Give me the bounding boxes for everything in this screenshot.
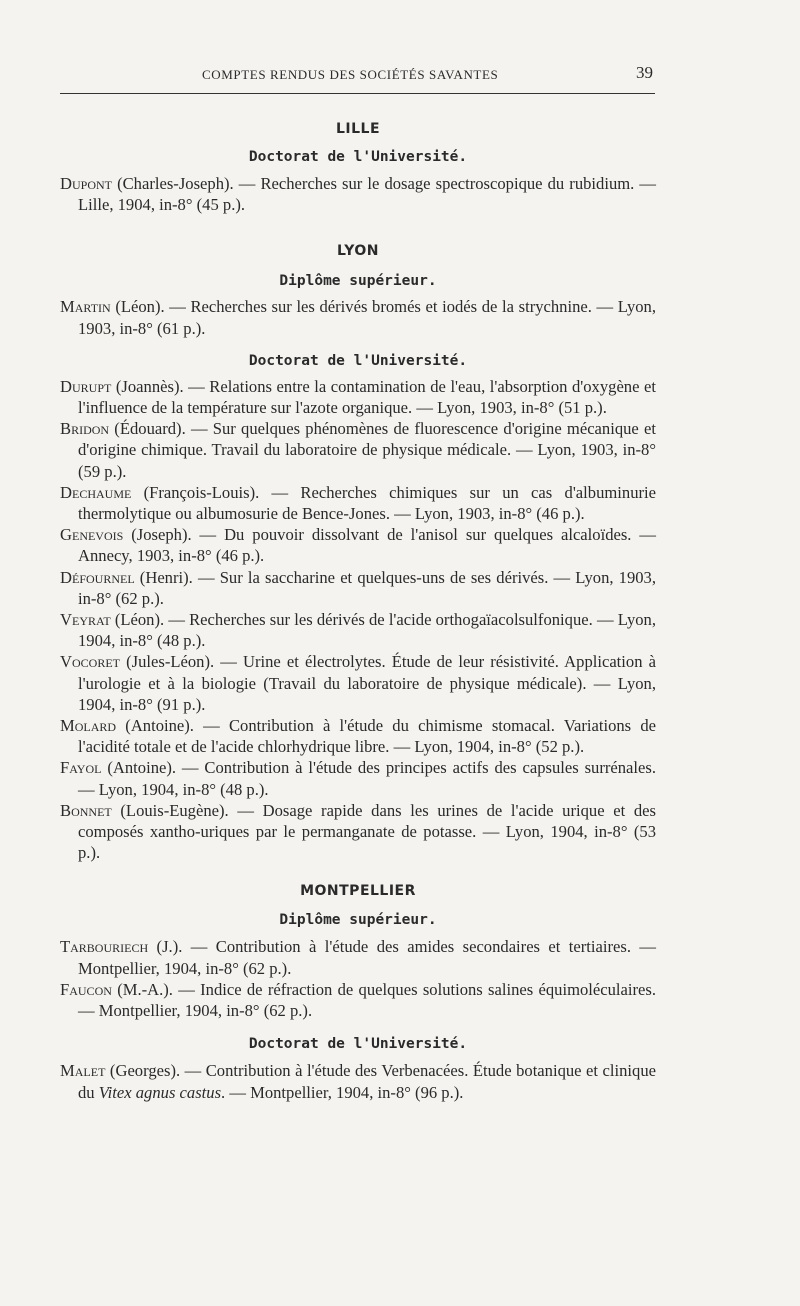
bibliography-entry — [60, 715, 656, 757]
entry-text: (Henri). — Sur la saccharine et quelques-uns de ses dérivés. — Lyon, 1903, in-8° (62 p.). — [78, 567, 656, 608]
bibliography-entry — [60, 524, 656, 566]
degree-heading: Doctorat de l'Université. — [248, 149, 468, 165]
entry-text: (Joseph). — Du pouvoir dissolvant de l'anisol sur quelques alcaloïdes. — Annecy, 1903, in-8° (46 p.). — [78, 525, 656, 566]
entry-text: (Antoine). — Contribution à l'étude des principes actifs des capsules surrénales. — Lyon, 1904, in-8° (48 p.). — [78, 758, 656, 799]
degree-heading: Diplôme supérieur. — [279, 273, 437, 290]
city-heading: MONTPELLIER — [300, 883, 416, 900]
bibliography-entry — [60, 173, 656, 215]
entry-author: Bridon — [60, 419, 110, 439]
entry-author: Défournel — [60, 567, 135, 587]
page-header — [60, 63, 655, 87]
entry-text: (Georges). — Contribution à l'étude des Verbenacées. Étude botanique et clinique du — [78, 1061, 656, 1102]
entry-text: (J.). — Contribution à l'étude des amides secondaires et tertiaires. — Montpellier, 1904, in-8° (62 p.). — [78, 937, 656, 978]
entry-text: (M.-A.). — Indice de réfraction de quelques solutions salines équimoléculaires. — Montpellier, 1904, in-8° (62 p.). — [78, 979, 656, 1021]
bibliography-entry — [60, 979, 656, 1021]
entry-text: (Léon). — Recherches sur les dérivés de l'acide orthogaïacolsulfonique. — Lyon, 1904, in-8° (48 p.). — [78, 610, 656, 651]
running-title: COMPTES RENDUS DES SOCIÉTÉS SAVANTES — [202, 67, 499, 82]
bibliography-entry — [60, 936, 656, 978]
entry-author: Faucon — [60, 979, 112, 999]
bibliography-entry — [60, 418, 656, 482]
bibliography-entry — [60, 376, 656, 418]
bibliography-entry — [60, 609, 656, 651]
entry-author: Dupont — [60, 174, 112, 193]
entry-text: . — Montpellier, 1904, in-8° (96 p.). — [221, 1082, 464, 1102]
bibliography-entry — [60, 296, 656, 338]
entry-author: Veyrat — [60, 610, 111, 630]
entry-author: Malet — [60, 1061, 106, 1081]
page-content — [60, 115, 656, 1103]
entry-author: Tarbouriech — [60, 937, 149, 957]
header-rule — [60, 93, 655, 94]
entry-author: Molard — [60, 716, 117, 736]
bibliography-entry — [60, 800, 656, 864]
entry-author: Fayol — [60, 758, 102, 778]
entry-text: (Louis-Eugène). — Dosage rapide dans les urines de l'acide urique et des composés xantho-uriques par le permanganate de potasse. — Lyon, 1904, in-8° (53 p.). — [78, 800, 656, 863]
city-heading: LYON — [337, 243, 379, 260]
bibliography-entry — [60, 567, 656, 609]
bibliography-entry — [60, 757, 656, 799]
entry-author: Martin — [60, 297, 111, 317]
entry-text: (Jules-Léon). — Urine et électrolytes. Étude de leur résistivité. Application à l'urologie et à la biologie (Travail du laboratoire de physique médicale). — Lyon, 1904, in-8° (91 p.). — [78, 652, 656, 714]
entry-text: (Léon). — Recherches sur les dérivés bromés et iodés de la strychnine. — Lyon, 1903, in-8° (61 p.). — [78, 297, 656, 338]
city-heading: LILLE — [335, 121, 381, 137]
entry-text: (Antoine). — Contribution à l'étude du chimisme stomacal. Variations de l'acidité totale et de l'acide chlorhydrique libre. — Lyon, 1904, in-8° (52 p.). — [78, 716, 656, 757]
entry-author: Genevois — [60, 525, 124, 545]
degree-heading: Doctorat de l'Université. — [248, 1036, 468, 1053]
species-name: Vitex agnus castus — [98, 1082, 222, 1102]
entry-author: Bonnet — [60, 800, 112, 820]
bibliography-entry — [60, 651, 656, 715]
entry-text: (Charles-Joseph). — Recherches sur le dosage spectroscopique du rubidium. — Lille, 1904, in-8° (45 p.). — [78, 174, 656, 215]
bibliography-entry — [60, 1060, 656, 1102]
entry-text: (Édouard). — Sur quelques phénomènes de fluorescence d'origine mécanique et d'origine chimique. Travail du laboratoire de physique médicale. — Lyon, 1903, in-8° (59 p.). — [78, 419, 656, 481]
degree-heading: Doctorat de l'Université. — [248, 352, 468, 369]
entry-text: (François-Louis). — Recherches chimiques sur un cas d'albuminurie thermolytique ou albumosurie de Bence-Jones. — Lyon, 1903, in-8° (46 p.). — [78, 482, 656, 524]
entry-author: Dechaume — [60, 482, 132, 502]
degree-heading: Diplôme supérieur. — [279, 912, 437, 929]
entry-author: Durupt — [60, 376, 112, 396]
page-number: 39 — [636, 63, 653, 82]
entry-text: (Joannès). — Relations entre la contamination de l'eau, l'absorption d'oxygène et l'influence de la température sur l'azote organique. — Lyon, 1903, in-8° (51 p.). — [78, 376, 656, 418]
bibliography-entry — [60, 482, 656, 524]
entry-author: Vocoret — [60, 652, 120, 672]
